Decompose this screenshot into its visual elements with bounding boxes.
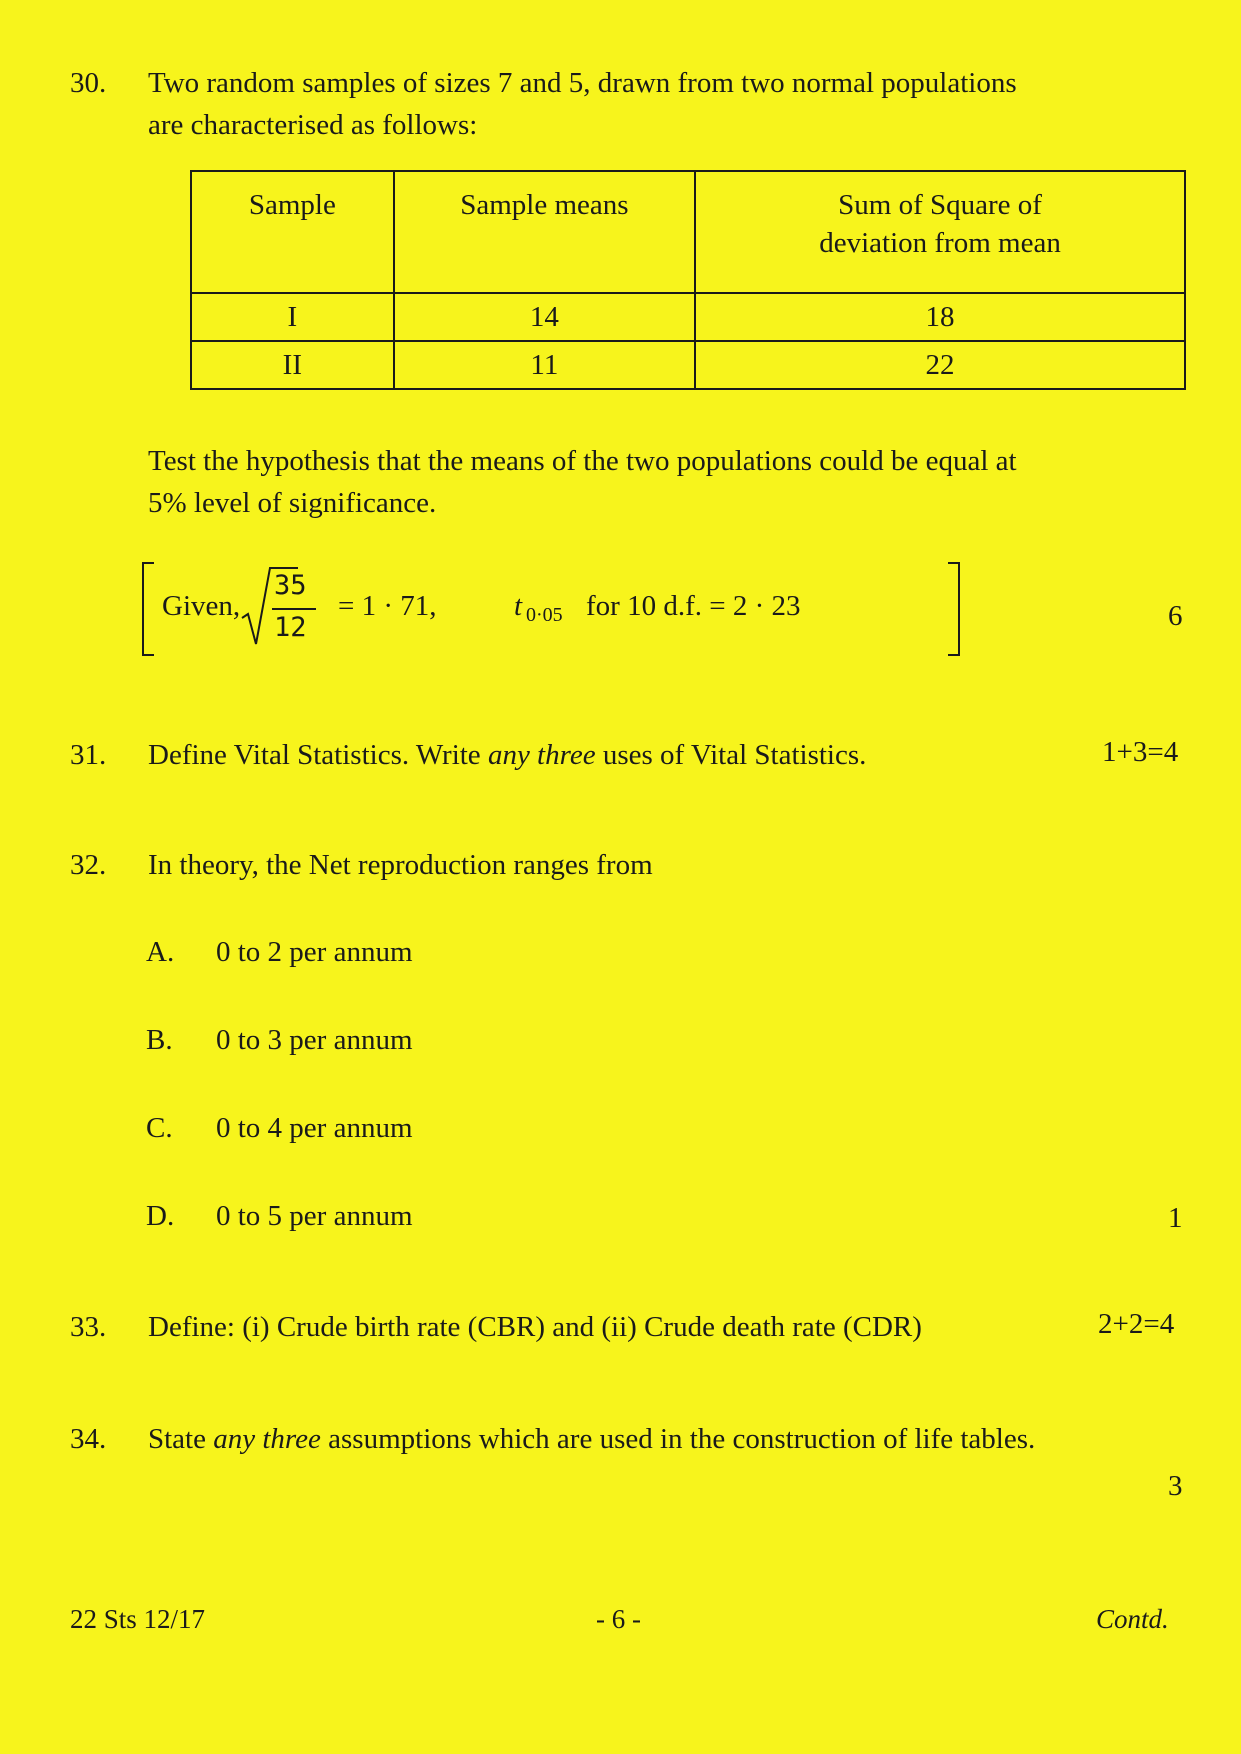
- table-row: [191, 293, 1185, 341]
- question-34: [70, 1418, 1190, 1460]
- question-text-line2: are characterised as follows:: [148, 109, 478, 141]
- header-sum-of-squares: [695, 171, 1185, 293]
- marks-q30: 6: [1168, 600, 1183, 632]
- test-line2: 5% level of significance.: [148, 487, 437, 519]
- option-text: 0 to 3 per annum: [216, 1024, 413, 1056]
- question-30: [70, 62, 1190, 152]
- option-text: 0 to 2 per annum: [216, 936, 413, 968]
- option-label: B.: [146, 1024, 173, 1056]
- cell-mean: 14: [394, 293, 695, 341]
- t-value: for 10 d.f. = 2 · 23: [586, 590, 801, 622]
- text-part: uses of Vital Statistics.: [595, 739, 867, 771]
- question-text: In theory, the Net reproduction ranges from: [148, 849, 653, 881]
- test-line1: Test the hypothesis that the means of the two populations could be equal at: [148, 445, 1017, 477]
- fraction-numerator: 35: [274, 570, 307, 601]
- footer-contd: Contd.: [1096, 1604, 1169, 1634]
- right-bracket: [948, 562, 960, 656]
- text-part: State: [148, 1423, 214, 1455]
- question-text: Define: (i) Crude birth rate (CBR) and (ii) Crude death rate (CDR): [148, 1311, 922, 1343]
- option-text: 0 to 4 per annum: [216, 1112, 413, 1144]
- question-number: 33.: [70, 1311, 107, 1343]
- question-33: [70, 1306, 1190, 1348]
- header-sum-line1: Sum of Square of: [838, 189, 1042, 221]
- marks-q32: 1: [1168, 1202, 1183, 1234]
- question-31: [70, 734, 1190, 776]
- question-text: [148, 1418, 1035, 1460]
- question-number: 34.: [70, 1423, 107, 1455]
- question-number: 31.: [70, 739, 107, 771]
- cell-mean: 11: [394, 341, 695, 389]
- question-text: [148, 734, 866, 776]
- samples-table: [190, 170, 1186, 390]
- t-symbol: t: [514, 590, 523, 622]
- text-part: assumptions which are used in the construction of life tables.: [320, 1423, 1036, 1455]
- marks-q33: 2+2=4: [1098, 1308, 1175, 1340]
- question-number: 30.: [70, 67, 107, 99]
- t-subscript: 0·05: [526, 604, 563, 626]
- given-formula: [142, 562, 842, 654]
- left-bracket: [142, 562, 154, 656]
- option-label: D.: [146, 1200, 175, 1232]
- cell-sample: I: [191, 293, 394, 341]
- marks-q31: 1+3=4: [1102, 736, 1179, 768]
- given-label: Given,: [162, 590, 241, 622]
- table-header-row: [191, 171, 1185, 293]
- question-32: [70, 844, 1190, 886]
- marks-q34: 3: [1168, 1470, 1183, 1502]
- question-30-test: [148, 440, 1188, 530]
- text-italic: any three: [487, 739, 596, 771]
- question-text-line1: Two random samples of sizes 7 and 5, drawn from two normal populations: [148, 67, 1017, 99]
- option-label: A.: [146, 936, 175, 968]
- footer-code: 22 Sts 12/17: [70, 1604, 206, 1634]
- cell-sum-squares: 22: [695, 341, 1185, 389]
- question-number: 32.: [70, 849, 107, 881]
- header-sample-means: Sample means: [394, 171, 695, 293]
- text-italic: any three: [213, 1423, 321, 1455]
- header-sum-line2: deviation from mean: [819, 227, 1061, 259]
- fraction-bar: [272, 608, 316, 610]
- table-row: [191, 341, 1185, 389]
- sqrt-value: = 1 · 71,: [338, 590, 437, 622]
- option-text: 0 to 5 per annum: [216, 1200, 413, 1232]
- option-label: C.: [146, 1112, 173, 1144]
- cell-sum-squares: 18: [695, 293, 1185, 341]
- footer-page-number: - 6 -: [596, 1604, 641, 1634]
- cell-sample: II: [191, 341, 394, 389]
- text-part: Define Vital Statistics. Write: [148, 739, 488, 771]
- header-sample: Sample: [191, 171, 394, 293]
- fraction-denominator: 12: [274, 612, 307, 643]
